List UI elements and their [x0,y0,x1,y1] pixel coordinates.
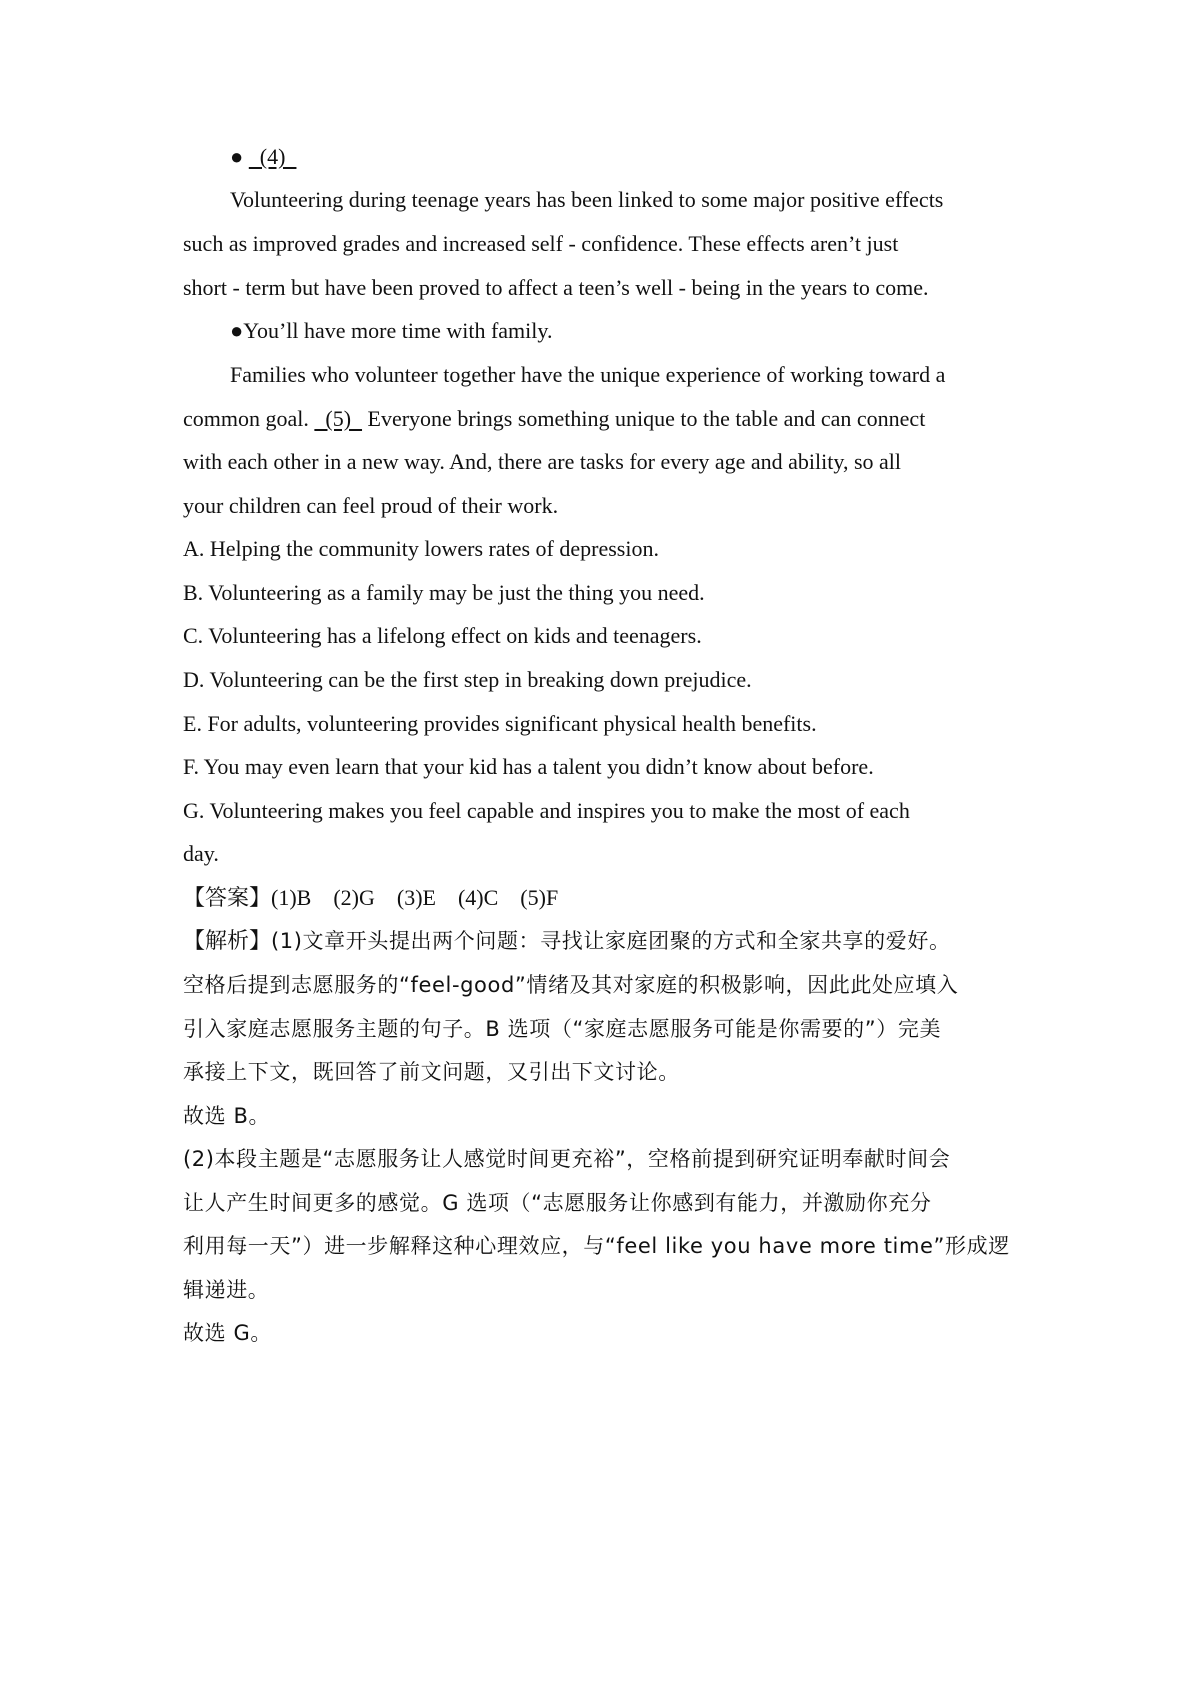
analysis-q2-choice: 故选 G。 [183,1321,272,1345]
option-e: E. For adults, volunteering provides significant physical health benefits. [183,711,817,736]
answer-text: (1)B (2)G (3)E (4)C (5)F [271,885,559,910]
answer-line [183,883,1033,914]
heading-family: ●You’ll have more time with family. [230,318,553,343]
option-g-continued: day. [183,841,219,866]
blank-4: (4) [248,144,297,169]
paragraph-family-line-4: your children can feel proud of their work. [183,493,559,518]
option-a: A. Helping the community lowers rates of depression. [183,536,659,561]
analysis-q2-line-2: 让人产生时间更多的感觉。G 选项（“志愿服务让你感到有能力，并激励你充分 [183,1191,932,1215]
analysis-q2-line-3: 利用每一天”）进一步解释这种心理效应，与“feel like you have more time”形成逻 [183,1234,1010,1258]
option-c: C. Volunteering has a lifelong effect on kids and teenagers. [183,623,702,648]
analysis-q1-line-2: 空格后提到志愿服务的“feel-good”情绪及其对家庭的积极影响，因此此处应填入 [183,973,959,997]
analysis-q1-line-4: 承接上下文，既回答了前文问题，又引出下文讨论。 [183,1060,680,1084]
paragraph-teen-line-2: such as improved grades and increased self - confidence. These effects aren’t just [183,231,899,256]
analysis-q2-line-4: 辑递进。 [183,1278,270,1302]
analysis-q1-choice: 故选 B。 [183,1104,271,1128]
analysis-label: 【解析】 [183,929,272,954]
paragraph-family-line-2-post: Everyone brings something unique to the table and can connect [362,406,926,431]
bullet-dot: ● [230,144,244,169]
blank-4-line [230,142,1080,172]
option-f: F. You may even learn that your kid has a talent you didn’t know about before. [183,754,874,779]
option-g: G. Volunteering makes you feel capable and inspires you to make the most of each [183,798,910,823]
blank-5: (5) [314,406,363,431]
option-b: B. Volunteering as a family may be just the thing you need. [183,580,705,605]
paragraph-family-line-1: Families who volunteer together have the unique experience of working toward a [230,362,946,387]
analysis-q1-line-1: (1)文章开头提出两个问题：寻找让家庭团聚的方式和全家共享的爱好。 [271,929,951,953]
analysis-q2-line-1: (2)本段主题是“志愿服务让人感觉时间更充裕”，空格前提到研究证明奉献时间会 [183,1147,951,1171]
paragraph-family-line-2 [183,404,1033,434]
paragraph-teen-line-3: short - term but have been proved to affect a teen’s well - being in the years to come. [183,275,929,300]
paragraph-family-line-2-pre: common goal. [183,406,315,431]
answer-label: 【答案】 [183,886,272,911]
analysis-line-1 [183,926,1033,957]
analysis-q1-line-3: 引入家庭志愿服务主题的句子。B 选项（“家庭志愿服务可能是你需要的”）完美 [183,1017,942,1041]
paragraph-family-line-3: with each other in a new way. And, there are tasks for every age and ability, so all [183,449,901,474]
option-d: D. Volunteering can be the first step in breaking down prejudice. [183,667,752,692]
paragraph-teen-line-1: Volunteering during teenage years has been linked to some major positive effects [230,187,944,212]
